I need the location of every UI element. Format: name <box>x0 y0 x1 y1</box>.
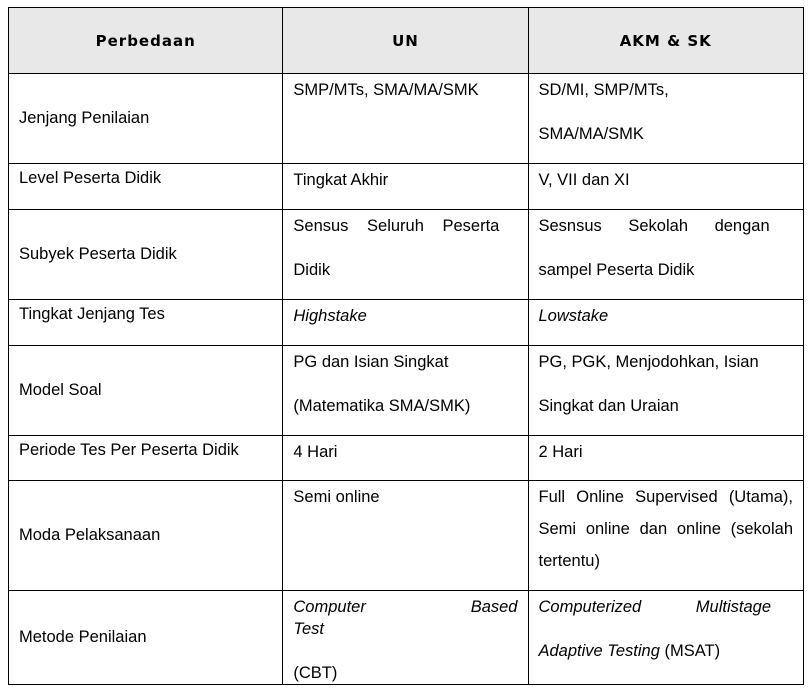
cell-text: V, VII dan XI <box>538 171 630 189</box>
row-label: Tingkat Jenjang Tes <box>9 300 283 346</box>
un-cell <box>283 591 528 685</box>
table-row <box>9 346 804 436</box>
table-row <box>9 591 804 685</box>
akm-cell <box>528 210 804 300</box>
header-un: UN <box>283 8 528 74</box>
row-label: Level Peserta Didik <box>9 164 283 210</box>
cell-text: PG dan Isian Singkat <box>293 353 449 371</box>
un-cell <box>283 436 528 481</box>
table-row <box>9 300 804 346</box>
cell-text: (CBT) <box>293 664 338 682</box>
cell-text: Computer Based Test <box>293 598 518 638</box>
cell-text: SD/MI, SMP/MTs, <box>538 81 669 99</box>
cell-text: 2 Hari <box>538 443 583 461</box>
cell-text: Sesnsus Sekolah dengan <box>538 217 770 235</box>
comparison-table <box>8 7 804 685</box>
cell-text: Full Online Supervised (Utama), Semi online dan online (sekolah tertentu) <box>538 488 793 570</box>
akm-cell <box>528 74 804 164</box>
cell-text: Lowstake <box>538 307 609 325</box>
cell-text: PG, PGK, Menjodohkan, Isian <box>538 353 759 371</box>
cell-text: (Matematika SMA/SMK) <box>293 397 471 415</box>
row-label: Moda Pelaksanaan <box>9 481 283 591</box>
un-cell <box>283 74 528 164</box>
un-cell <box>283 481 528 591</box>
cell-text: Singkat dan Uraian <box>538 397 679 415</box>
table-row <box>9 436 804 481</box>
row-label: Jenjang Penilaian <box>9 74 283 164</box>
cell-text: Semi online <box>293 488 380 506</box>
header-row <box>9 8 804 74</box>
cell-text: sampel Peserta Didik <box>538 261 695 279</box>
row-label: Metode Penilaian <box>9 591 283 685</box>
akm-cell <box>528 164 804 210</box>
row-label: Periode Tes Per Peserta Didik <box>9 436 283 481</box>
table-row <box>9 210 804 300</box>
table-row <box>9 164 804 210</box>
un-cell <box>283 346 528 436</box>
cell-text: Didik <box>293 261 331 279</box>
header-perbedaan: Perbedaan <box>9 8 283 74</box>
cell-text: Sensus Seluruh Peserta <box>293 217 500 235</box>
akm-cell <box>528 481 804 591</box>
un-cell <box>283 210 528 300</box>
table-row <box>9 481 804 591</box>
row-label: Model Soal <box>9 346 283 436</box>
table-row <box>9 74 804 164</box>
cell-text-italic: Adaptive Testing <box>538 642 660 660</box>
un-cell <box>283 300 528 346</box>
akm-cell <box>528 436 804 481</box>
cell-text: 4 Hari <box>293 443 338 461</box>
header-akm-sk: AKM & SK <box>528 8 804 74</box>
cell-text-suffix: (MSAT) <box>659 642 721 660</box>
cell-text: Tingkat Akhir <box>293 171 389 189</box>
akm-cell <box>528 346 804 436</box>
cell-text <box>539 640 794 662</box>
cell-text: Computerized Multistage <box>538 598 771 616</box>
row-label: Subyek Peserta Didik <box>9 210 283 300</box>
akm-cell <box>528 591 804 685</box>
un-cell <box>283 164 528 210</box>
cell-text: SMA/MA/SMK <box>538 125 644 143</box>
cell-text: Highstake <box>293 307 367 325</box>
akm-cell <box>528 300 804 346</box>
cell-text: SMP/MTs, SMA/MA/SMK <box>293 81 479 99</box>
